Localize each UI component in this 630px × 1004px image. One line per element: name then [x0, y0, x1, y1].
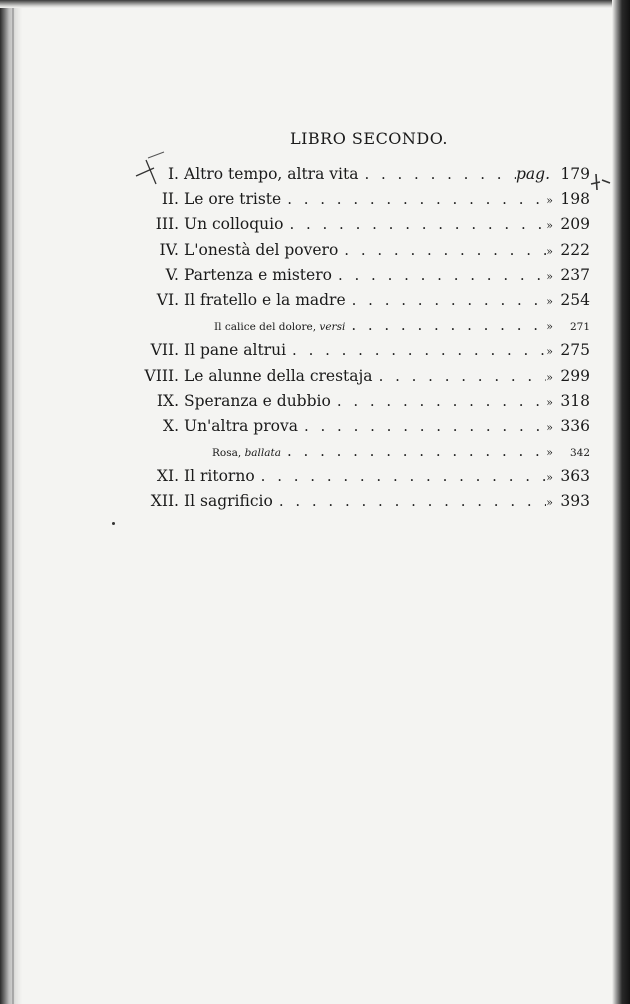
- toc-subentry: [118, 442, 590, 467]
- ditto-mark: »: [546, 345, 553, 359]
- page-number: 198: [560, 190, 590, 209]
- binding-line: [12, 0, 14, 1004]
- chapter-title-text: Un colloquio: [184, 215, 284, 234]
- chapter-title-text: Speranza e dubbio: [184, 391, 331, 410]
- section-heading: LIBRO SECONDO.: [289, 129, 449, 148]
- chapter-title: [184, 367, 373, 385]
- chapter-title: [184, 165, 358, 183]
- page-number: 363: [560, 467, 590, 486]
- chapter-title: [184, 266, 332, 284]
- toc-entry: [118, 492, 590, 517]
- dot-leader: [338, 241, 546, 259]
- ditto-mark: »: [546, 496, 553, 510]
- chapter-title-text: Il ritorno: [184, 467, 255, 486]
- ditto-mark: »: [546, 395, 553, 409]
- chapter-title-text: L'onestà del povero: [184, 240, 339, 259]
- pencil-margin-mark-icon: [588, 170, 614, 192]
- toc-entry: [118, 190, 590, 215]
- dot-leader: [281, 190, 546, 208]
- chapter-title: [184, 492, 273, 510]
- toc-entry: [118, 291, 590, 316]
- chapter-title-italic: versi: [319, 321, 346, 334]
- chapter-number: VIII.: [144, 366, 179, 385]
- binding-shadow: [0, 0, 22, 1004]
- dot-leader: [283, 215, 546, 233]
- chapter-number: IX.: [156, 391, 179, 410]
- chapter-number: X.: [163, 416, 179, 435]
- chapter-title-text: Le ore triste: [184, 190, 282, 209]
- page-number: 393: [560, 492, 590, 511]
- toc-entry: [118, 266, 590, 291]
- pag-label: pag.: [515, 165, 550, 183]
- top-edge: [0, 0, 630, 8]
- dot-leader: [346, 291, 547, 309]
- page-number: 271: [569, 321, 590, 334]
- toc-entry: [118, 467, 590, 492]
- ink-speck: [112, 522, 115, 525]
- page-number: 275: [560, 341, 590, 360]
- chapter-title: [184, 447, 281, 459]
- chapter-title-text: Altro tempo, altra vita: [184, 165, 359, 183]
- ditto-mark: »: [546, 420, 553, 434]
- table-of-contents: [118, 165, 590, 518]
- toc-entry: [118, 215, 590, 240]
- ditto-mark: »: [546, 244, 553, 258]
- chapter-number: III.: [155, 215, 179, 234]
- chapter-title: [184, 190, 281, 208]
- page-number: 179: [560, 165, 590, 183]
- chapter-title: [184, 215, 283, 233]
- chapter-number: IV.: [159, 240, 179, 259]
- ditto-mark: »: [546, 471, 553, 485]
- chapter-title-text: Le alunne della crestaja: [184, 366, 373, 385]
- page-number: 299: [560, 366, 590, 385]
- toc-entry: [118, 341, 590, 366]
- page-number: 336: [560, 416, 590, 435]
- page-number: 254: [560, 290, 590, 309]
- toc-entry: [118, 367, 590, 392]
- page-number: 222: [560, 240, 590, 259]
- toc-entry: [118, 165, 590, 190]
- ditto-mark: »: [546, 269, 553, 283]
- right-page-edge: [612, 0, 630, 1004]
- chapter-number: XII.: [150, 492, 179, 511]
- dot-leader: [298, 417, 546, 435]
- dot-leader: [331, 392, 546, 410]
- chapter-title: [184, 467, 255, 485]
- toc-subentry: [118, 316, 590, 341]
- chapter-number: XI.: [156, 467, 179, 486]
- dot-leader: [332, 266, 546, 284]
- chapter-title-italic: ballata: [244, 447, 281, 460]
- chapter-number: VI.: [156, 290, 179, 309]
- ditto-mark: »: [546, 194, 553, 208]
- chapter-title-text: Il calice del dolore,: [214, 321, 317, 334]
- page-number: 209: [560, 215, 590, 234]
- chapter-number: VII.: [150, 341, 179, 360]
- dot-leader: [358, 165, 516, 183]
- page-number: 237: [560, 265, 590, 284]
- page-number: 342: [569, 447, 590, 460]
- chapter-title-text: Il sagrificio: [184, 492, 273, 511]
- ditto-mark: »: [546, 219, 553, 233]
- ditto-mark: »: [546, 320, 553, 334]
- toc-entry: [118, 392, 590, 417]
- chapter-title-text: Il pane altrui: [184, 341, 287, 360]
- ditto-mark: »: [546, 294, 553, 308]
- chapter-title: [184, 417, 298, 435]
- chapter-title: [184, 392, 331, 410]
- toc-entry: [118, 241, 590, 266]
- dot-leader: [345, 316, 546, 334]
- dot-leader: [273, 492, 546, 510]
- chapter-number: I.: [167, 165, 179, 183]
- chapter-title-text: Partenza e mistero: [184, 265, 332, 284]
- toc-entry: [118, 417, 590, 442]
- chapter-title-text: Rosa,: [212, 447, 242, 460]
- dot-leader: [373, 367, 547, 385]
- chapter-title: [184, 321, 345, 333]
- dot-leader: [255, 467, 547, 485]
- ditto-mark: »: [546, 370, 553, 384]
- chapter-title: [184, 291, 346, 309]
- chapter-title-text: Un'altra prova: [184, 416, 298, 435]
- chapter-title-text: Il fratello e la madre: [184, 290, 346, 309]
- chapter-number: II.: [161, 190, 179, 209]
- chapter-title: [184, 241, 338, 259]
- chapter-title: [184, 341, 286, 359]
- dot-leader: [281, 442, 546, 460]
- ditto-mark: »: [546, 446, 553, 460]
- chapter-number: V.: [165, 265, 179, 284]
- page-number: 318: [560, 391, 590, 410]
- dot-leader: [286, 341, 546, 359]
